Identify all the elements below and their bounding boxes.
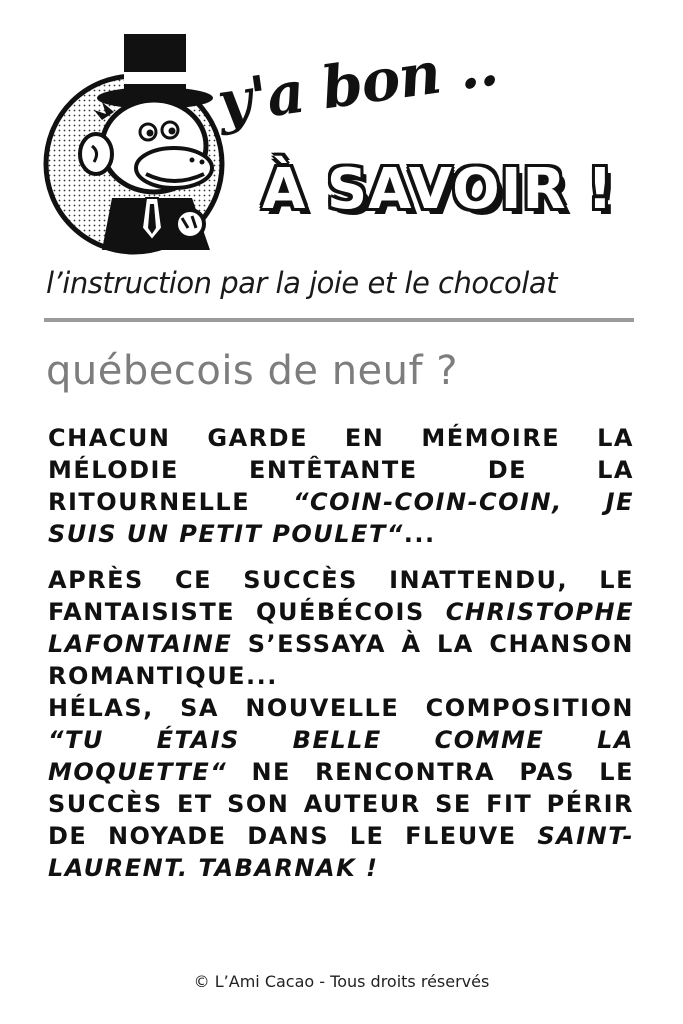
p3-place: SAINT-LAURENT. TABARNAK !	[48, 822, 634, 882]
p1-quote: “COIN-COIN-COIN, JE SUIS UN PETIT POULET“	[48, 488, 634, 548]
copyright-footer: © L’Ami Cacao - Tous droits réservés	[193, 972, 490, 991]
article-title: québecois de neuf ?	[46, 348, 459, 394]
p3-text-mid: NE RENCONTRA PAS LE SUCCÈS ET SON AUTEUR SE FIT PÉRIR DE NOYADE DANS LE FLEUVE	[48, 758, 634, 850]
tagline: l’instruction par la joie et le chocolat	[46, 266, 557, 300]
p2-text-end: S’ESSAYA À LA CHANSON ROMANTIQUE...	[48, 630, 634, 690]
paragraph-2	[48, 564, 634, 692]
p2-name: CHRISTOPHE LAFONTAINE	[48, 598, 634, 658]
p2-text: APRÈS CE SUCCÈS INATTENDU, LE FANTAISISTE QUÉBÉCOIS	[48, 566, 634, 626]
article-body	[48, 422, 634, 884]
brand-small-title: y'a bon ..	[213, 30, 502, 137]
p1-ellipsis: ...	[403, 520, 436, 548]
p3-quote: “TU ÉTAIS BELLE COMME LA MOQUETTE“	[48, 726, 634, 786]
p3-text: HÉLAS, SA NOUVELLE COMPOSITION	[48, 694, 634, 722]
divider	[44, 318, 634, 322]
p1-text: CHACUN GARDE EN MÉMOIRE LA MÉLODIE ENTÊTANTE DE LA RITOURNELLE	[48, 424, 634, 516]
brand-big-title: À SAVOIR !	[262, 157, 614, 222]
paragraph-3	[48, 692, 634, 884]
monkey-top-hat-logo	[42, 28, 252, 258]
paragraph-1	[48, 422, 634, 550]
